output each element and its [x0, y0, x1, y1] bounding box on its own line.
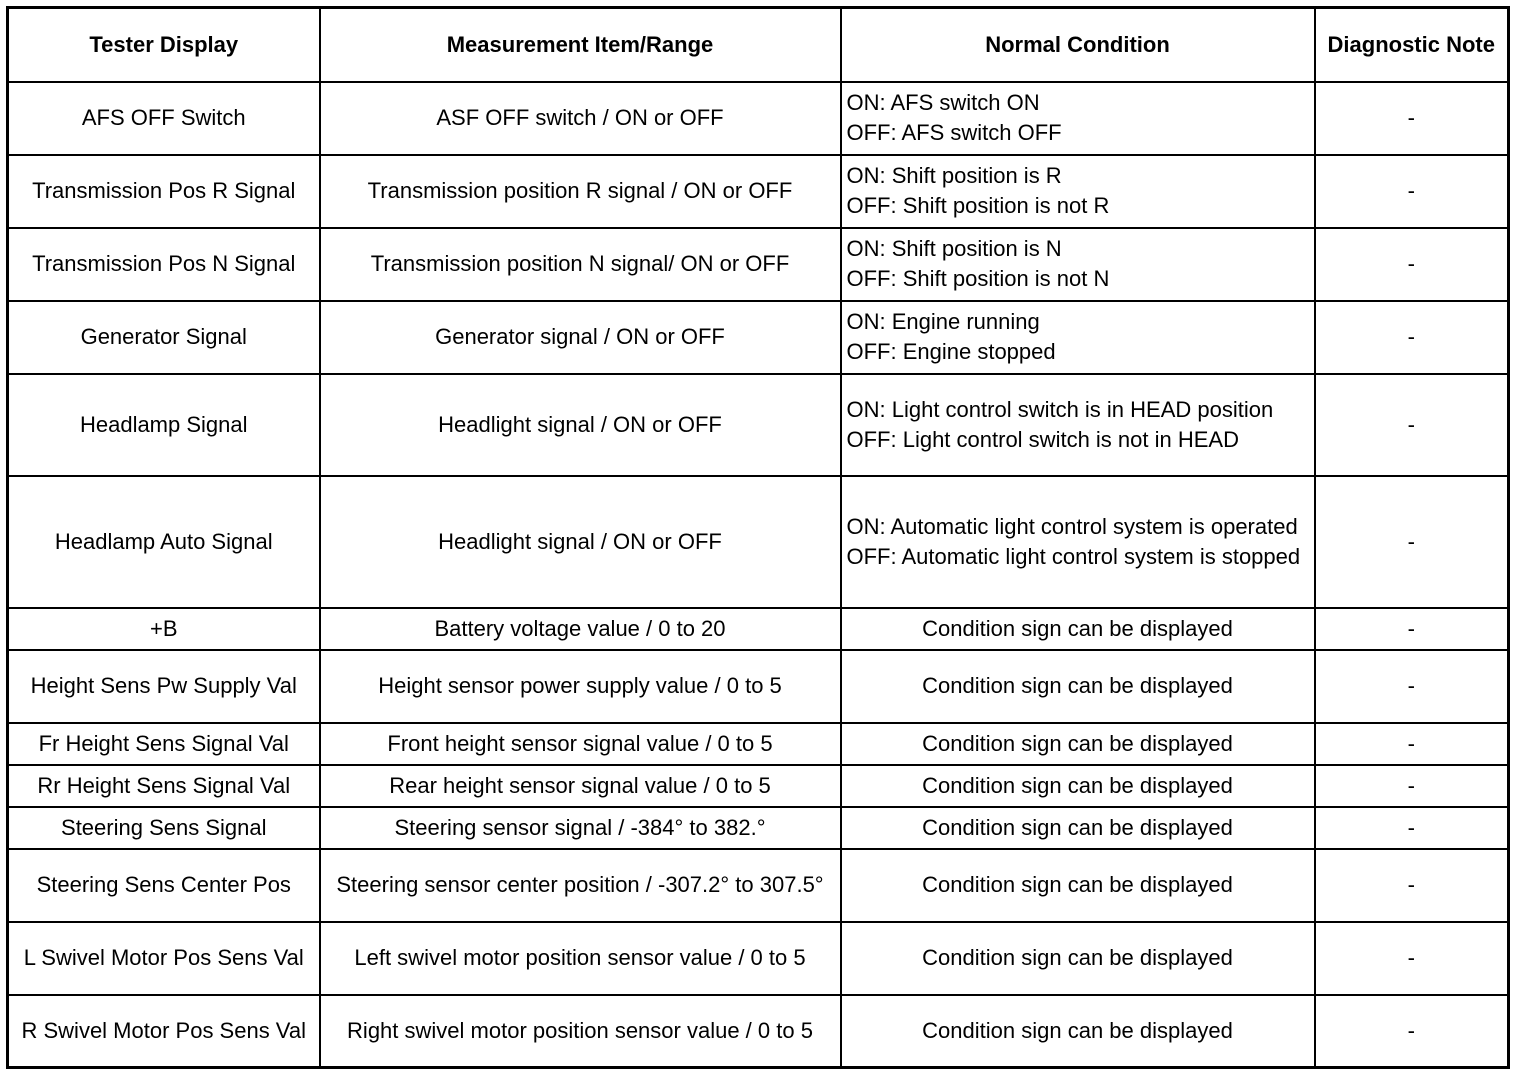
measurement-cell: Left swivel motor position sensor value / 0 to 5: [320, 922, 841, 995]
table-row: [8, 765, 1509, 807]
tester-display-cell: Transmission Pos R Signal: [8, 155, 320, 228]
condition-on-line: ON: Light control switch is in HEAD position: [846, 396, 1274, 422]
measurement-cell: Steering sensor signal / -384° to 382.°: [320, 807, 841, 849]
measurement-cell: Rear height sensor signal value / 0 to 5: [320, 765, 841, 807]
diagnostic-note-cell: -: [1315, 301, 1509, 374]
condition-off-line: OFF: Shift position is not R: [846, 193, 1110, 218]
diagnostic-note-cell: -: [1315, 723, 1509, 765]
tester-display-cell: Steering Sens Center Pos: [8, 849, 320, 922]
table-row: [8, 807, 1509, 849]
condition-on-line: ON: AFS switch ON: [846, 90, 1040, 115]
table-row: [8, 82, 1509, 155]
diagnostic-note-cell: -: [1315, 374, 1509, 476]
normal-condition-cell: Condition sign can be displayed: [841, 807, 1315, 849]
normal-condition-cell: Condition sign can be displayed: [841, 765, 1315, 807]
tester-display-cell: Height Sens Pw Supply Val: [8, 650, 320, 723]
normal-condition-cell: [841, 301, 1315, 374]
table-row: [8, 650, 1509, 723]
tester-display-cell: L Swivel Motor Pos Sens Val: [8, 922, 320, 995]
normal-condition-cell: [841, 82, 1315, 155]
tester-display-cell: Transmission Pos N Signal: [8, 228, 320, 301]
normal-condition-cell: [841, 476, 1315, 608]
table-row: [8, 155, 1509, 228]
header-normal-condition: Normal Condition: [841, 8, 1315, 82]
tester-display-cell: Rr Height Sens Signal Val: [8, 765, 320, 807]
header-measurement-item-range: Measurement Item/Range: [320, 8, 841, 82]
tester-display-cell: Headlamp Auto Signal: [8, 476, 320, 608]
normal-condition-cell: Condition sign can be displayed: [841, 608, 1315, 650]
table-row: [8, 608, 1509, 650]
condition-on-line: ON: Automatic light control system is operated: [846, 513, 1298, 539]
normal-condition-cell: [841, 155, 1315, 228]
normal-condition-cell: Condition sign can be displayed: [841, 995, 1315, 1068]
tester-display-cell: R Swivel Motor Pos Sens Val: [8, 995, 320, 1068]
table-row: [8, 922, 1509, 995]
diagnostic-note-cell: -: [1315, 807, 1509, 849]
diagnostic-note-cell: -: [1315, 922, 1509, 995]
measurement-cell: Transmission position N signal/ ON or OFF: [320, 228, 841, 301]
measurement-cell: Generator signal / ON or OFF: [320, 301, 841, 374]
normal-condition-cell: Condition sign can be displayed: [841, 723, 1315, 765]
diagnostic-note-cell: -: [1315, 82, 1509, 155]
measurement-cell: Right swivel motor position sensor value / 0 to 5: [320, 995, 841, 1068]
condition-off-line: OFF: Light control switch is not in HEAD: [846, 426, 1239, 452]
measurement-cell: Battery voltage value / 0 to 20: [320, 608, 841, 650]
diagnostic-note-cell: -: [1315, 608, 1509, 650]
table-row: [8, 995, 1509, 1068]
condition-on-line: ON: Engine running: [846, 309, 1040, 334]
diagnostic-note-cell: -: [1315, 765, 1509, 807]
condition-off-line: OFF: AFS switch OFF: [846, 120, 1062, 145]
normal-condition-cell: [841, 228, 1315, 301]
measurement-cell: Headlight signal / ON or OFF: [320, 374, 841, 476]
table-row: [8, 723, 1509, 765]
tester-display-cell: Headlamp Signal: [8, 374, 320, 476]
condition-on-line: ON: Shift position is R: [846, 163, 1062, 188]
diagnostic-note-cell: -: [1315, 849, 1509, 922]
normal-condition-cell: Condition sign can be displayed: [841, 849, 1315, 922]
diagnostic-note-cell: -: [1315, 228, 1509, 301]
condition-off-line: OFF: Engine stopped: [846, 339, 1056, 364]
condition-off-line: OFF: Shift position is not N: [846, 266, 1110, 291]
measurement-cell: Headlight signal / ON or OFF: [320, 476, 841, 608]
table-row: [8, 476, 1509, 608]
measurement-cell: Transmission position R signal / ON or OFF: [320, 155, 841, 228]
normal-condition-cell: Condition sign can be displayed: [841, 922, 1315, 995]
measurement-cell: Front height sensor signal value / 0 to 5: [320, 723, 841, 765]
table-row: [8, 301, 1509, 374]
table-row: [8, 849, 1509, 922]
table-row: [8, 374, 1509, 476]
measurement-cell: ASF OFF switch / ON or OFF: [320, 82, 841, 155]
tester-display-cell: Steering Sens Signal: [8, 807, 320, 849]
normal-condition-cell: [841, 374, 1315, 476]
diagnostic-note-cell: -: [1315, 155, 1509, 228]
tester-display-cell: Generator Signal: [8, 301, 320, 374]
tester-display-cell: Fr Height Sens Signal Val: [8, 723, 320, 765]
condition-off-line: OFF: Automatic light control system is stopped: [846, 543, 1301, 569]
tester-display-cell: +B: [8, 608, 320, 650]
header-row: [8, 8, 1509, 82]
diagnostic-note-cell: -: [1315, 476, 1509, 608]
table-row: [8, 228, 1509, 301]
condition-on-line: ON: Shift position is N: [846, 236, 1062, 261]
diagnostic-note-cell: -: [1315, 650, 1509, 723]
diagnostic-note-cell: -: [1315, 995, 1509, 1068]
normal-condition-cell: Condition sign can be displayed: [841, 650, 1315, 723]
diagnostic-data-table: [6, 6, 1510, 1069]
tester-display-cell: AFS OFF Switch: [8, 82, 320, 155]
header-diagnostic-note: Diagnostic Note: [1315, 8, 1509, 82]
measurement-cell: Height sensor power supply value / 0 to 5: [320, 650, 841, 723]
header-tester-display: Tester Display: [8, 8, 320, 82]
measurement-cell: Steering sensor center position / -307.2° to 307.5°: [320, 849, 841, 922]
